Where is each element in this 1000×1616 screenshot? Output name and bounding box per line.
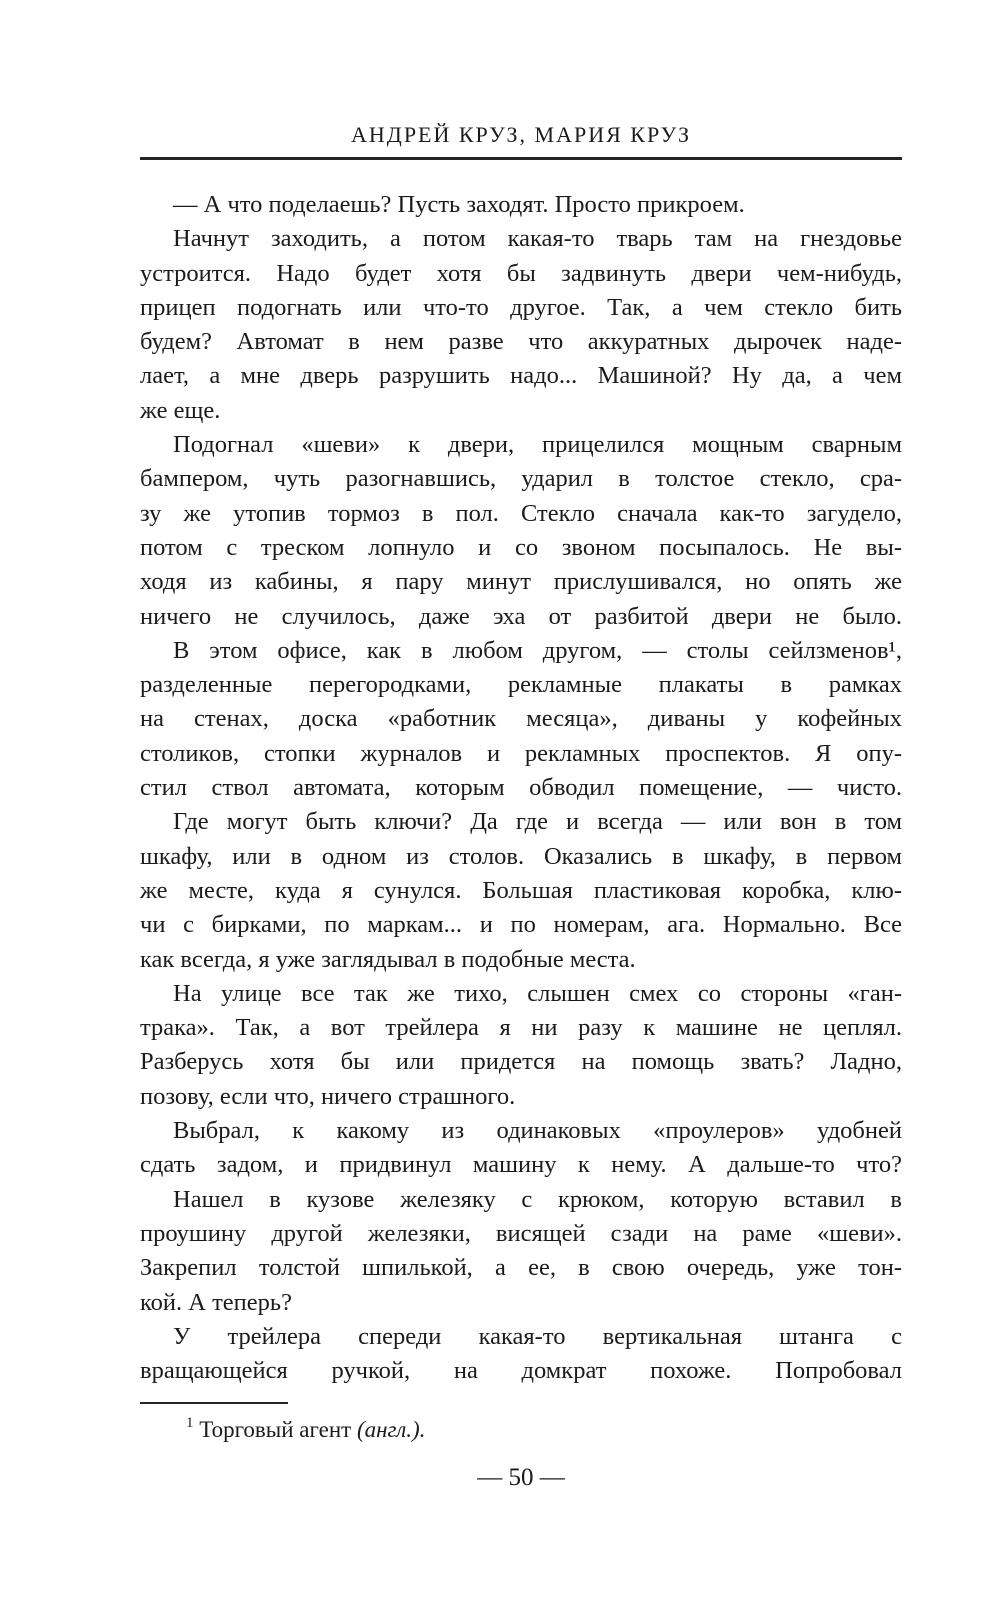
text-line: ничего не случилось, даже эха от разбитой двери не было. — [140, 602, 902, 630]
text-line: ходя из кабины, я пару минут прислушивался, но опять же — [140, 568, 902, 596]
text-line: вращающейся ручкой, на домкрат похоже. Попробовал — [140, 1357, 902, 1385]
text-line: на стенах, доска «работник месяца», диваны у кофейных — [140, 705, 902, 733]
text-line: потом с треском лопнуло и со звоном посыпалось. Не вы- — [140, 533, 902, 561]
text-line: трака». Так, а вот трейлера я ни разу к машине не цеплял. — [140, 1014, 902, 1042]
text-line: прицеп подогнать или что-то другое. Так, а чем стекло бить — [140, 293, 902, 321]
text-line: Нашел в кузове железяку с крюком, которую вставил в — [173, 1185, 902, 1213]
text-line: Выбрал, к какому из одинаковых «проулеров» удобней — [173, 1117, 902, 1145]
text-line: Где могут быть ключи? Да где и всегда — или вон в том — [173, 808, 902, 836]
text-line: Начнут заходить, а потом какая-то тварь там на гнездовье — [173, 225, 902, 253]
text-line: же месте, куда я сунулся. Большая пластиковая коробка, клю- — [140, 876, 902, 904]
text-line: стил ствол автомата, которым обводил помещение, — чисто. — [140, 774, 902, 802]
text-line: Подогнал «шеви» к двери, прицелился мощным сварным — [173, 431, 902, 459]
text-line: шкафу, или в одном из столов. Оказались в шкафу, в первом — [140, 842, 902, 870]
text-line: кой. А теперь? — [140, 1288, 292, 1316]
text-line: же еще. — [140, 396, 221, 424]
text-line: столиков, стопки журналов и рекламных проспектов. Я опу- — [140, 739, 902, 767]
footnote-marker: 1 — [186, 1415, 194, 1432]
text-line: У трейлера спереди какая-то вертикальная штанга с — [173, 1322, 902, 1350]
body-text — [140, 188, 902, 1388]
text-line: На улице все так же тихо, слышен смех со стороны «ган- — [173, 979, 902, 1007]
text-line: — А что поделаешь? Пусть заходят. Просто прикроем. — [173, 191, 745, 218]
text-line: Закрепил толстой шпилькой, а ее, в свою очередь, уже тон- — [140, 1254, 902, 1282]
footnote-rule — [140, 1402, 288, 1404]
page-number: — 50 — — [477, 1464, 565, 1491]
text-line: будем? Автомат в нем разве что аккуратных дырочек наде- — [140, 328, 902, 356]
footnote-text: Торговый агент — [193, 1417, 357, 1442]
footnote — [140, 1414, 902, 1445]
text-line: разделенные перегородками, рекламные плакаты в рамках — [140, 671, 902, 699]
text-line: как всегда, я уже заглядывал в подобные места. — [140, 945, 636, 973]
text-line: бампером, чуть разогнавшись, ударил в толстое стекло, сра- — [140, 465, 902, 493]
text-line: сдать задом, и придвинул машину к нему. А дальше-то что? — [140, 1151, 902, 1179]
header-rule — [140, 157, 902, 160]
text-line: проушину другой железяки, висящей сзади на раме «шеви». — [140, 1219, 902, 1247]
text-line: устроится. Надо будет хотя бы задвинуть двери чем-нибудь, — [140, 259, 902, 287]
footnote-language-note: (англ.). — [356, 1417, 426, 1442]
text-line: чи с бирками, по маркам... и по номерам, ага. Нормально. Все — [140, 911, 902, 939]
text-line: позову, если что, ничего страшного. — [140, 1082, 516, 1110]
running-header: АНДРЕЙ КРУЗ, МАРИЯ КРУЗ — [351, 122, 691, 147]
text-line: Разберусь хотя бы или придется на помощь звать? Ладно, — [140, 1048, 902, 1076]
text-line: зу же утопив тормоз в пол. Стекло сначала как-то загудело, — [140, 499, 902, 527]
text-line: В этом офисе, как в любом другом, — столы сейлзменов¹, — [173, 636, 902, 664]
text-line: лает, а мне дверь разрушить надо... Машиной? Ну да, а чем — [140, 362, 902, 390]
